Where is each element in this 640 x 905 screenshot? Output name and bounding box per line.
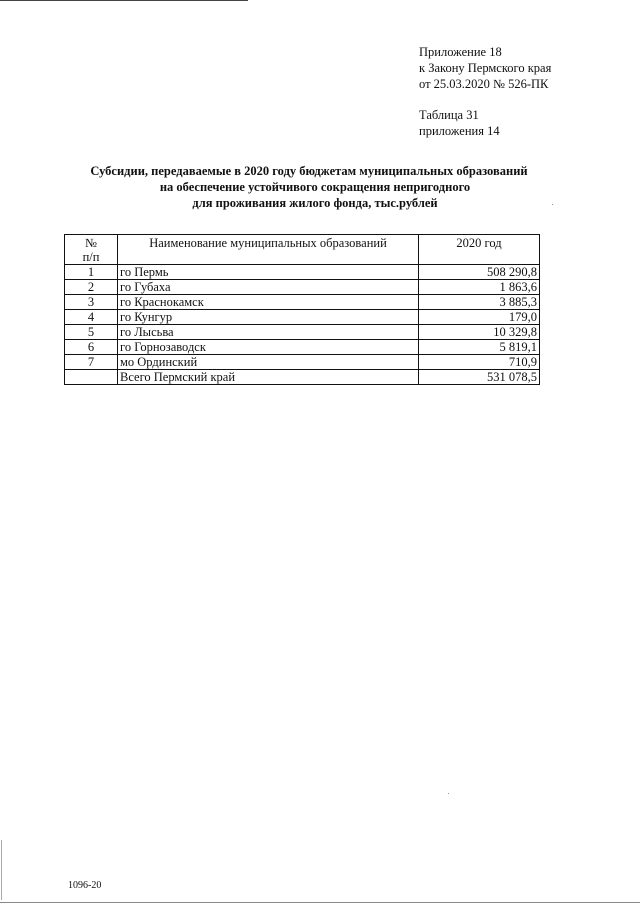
table-row [65, 310, 540, 325]
total-label: Всего Пермский край [118, 370, 419, 385]
title-line-3: для проживания жилого фонда, тыс.рублей [192, 196, 438, 210]
row-amount: 508 290,8 [419, 265, 540, 280]
row-amount: 179,0 [419, 310, 540, 325]
row-municipality: го Горнозаводск [118, 340, 419, 355]
table-header-row [65, 235, 540, 265]
row-number: 4 [65, 310, 118, 325]
scan-speck [448, 793, 449, 794]
row-municipality: мо Ординский [118, 355, 419, 370]
table-row [65, 325, 540, 340]
annex-law: к Закону Пермского края [419, 61, 552, 75]
row-municipality: го Кунгур [118, 310, 419, 325]
title-line-1: Субсидии, передаваемые в 2020 году бюджетам муниципальных образований [90, 164, 528, 178]
annex-number: Приложение 18 [419, 45, 502, 59]
table-number: Таблица 31 [419, 108, 479, 122]
scan-edge-top [0, 0, 248, 1]
row-municipality: го Губаха [118, 280, 419, 295]
header-year: 2020 год [419, 235, 540, 265]
row-number: 5 [65, 325, 118, 340]
total-amount: 531 078,5 [419, 370, 540, 385]
document-code: 1096-20 [68, 880, 102, 891]
row-number: 1 [65, 265, 118, 280]
title-line-2: на обеспечение устойчивого сокращения непригодного [159, 180, 471, 194]
row-number: 2 [65, 280, 118, 295]
scan-edge-bottom [0, 902, 640, 903]
row-number: 7 [65, 355, 118, 370]
table-row [65, 280, 540, 295]
subsidies-table [64, 234, 540, 385]
annex-law-date: от 25.03.2020 № 526-ПК [419, 77, 549, 91]
row-amount: 710,9 [419, 355, 540, 370]
row-amount: 3 885,3 [419, 295, 540, 310]
document-title [60, 163, 570, 211]
row-amount: 5 819,1 [419, 340, 540, 355]
row-number: 6 [65, 340, 118, 355]
total-number [65, 370, 118, 385]
scan-edge-left [1, 840, 2, 900]
table-row [65, 355, 540, 370]
table-row [65, 265, 540, 280]
annex-reference [419, 44, 551, 139]
row-amount: 10 329,8 [419, 325, 540, 340]
row-number: 3 [65, 295, 118, 310]
row-municipality: го Краснокамск [118, 295, 419, 310]
table-total-row [65, 370, 540, 385]
table-appendix: приложения 14 [419, 124, 500, 138]
row-municipality: го Пермь [118, 265, 419, 280]
header-number: № п/п [65, 235, 118, 265]
row-municipality: го Лысьва [118, 325, 419, 340]
header-municipality: Наименование муниципальных образований [118, 235, 419, 265]
row-amount: 1 863,6 [419, 280, 540, 295]
table-row [65, 340, 540, 355]
table-row [65, 295, 540, 310]
